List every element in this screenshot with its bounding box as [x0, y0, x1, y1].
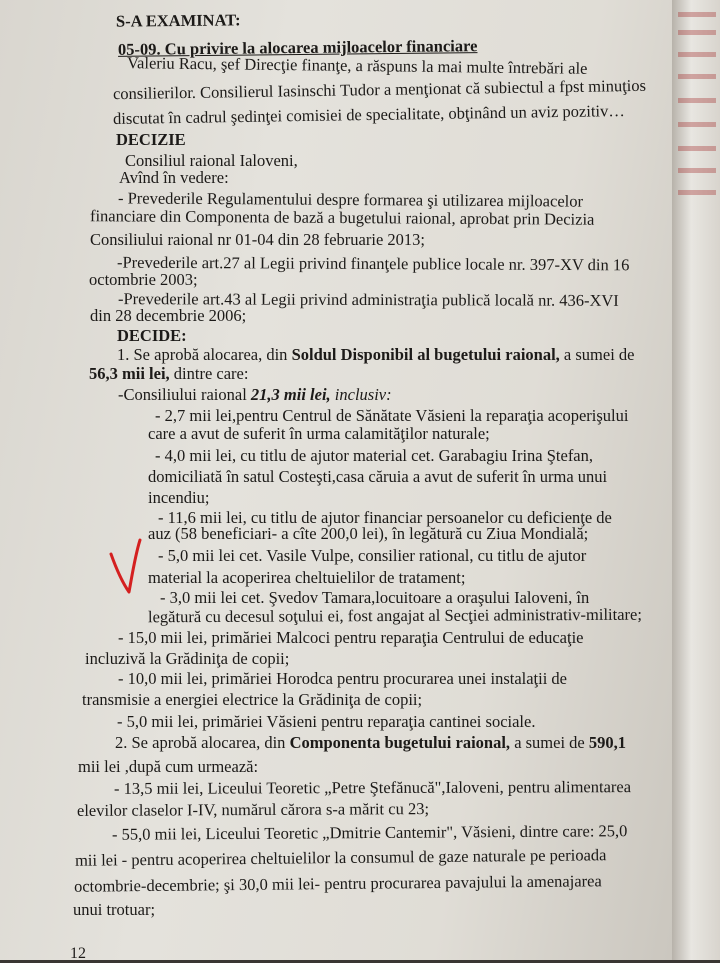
list-item: - 2,7 mii lei,pentru Centrul de Sănătate Văsieni la reparaţia acoperişului: [155, 406, 629, 425]
text-line: octombrie 2003;: [89, 270, 198, 289]
list-item: - 4,0 mii lei, cu titlu de ajutor material cet. Garabagiu Irina Ştefan,: [155, 446, 594, 465]
text-line: transmisie a energiei electrice la Grădiniţa de copii;: [82, 690, 423, 709]
underlying-page-edge: [672, 0, 720, 960]
text-line: - Prevederile Regulamentului despre formarea şi utilizarea mijloacelor: [117, 188, 584, 211]
text-line: legătură cu decesul soţului ei, fost angajat al Secţiei administrativ-militare;: [147, 604, 642, 627]
list-item: - 11,6 mii lei, cu titlu de ajutor financiar persoanelor cu deficienţe de: [158, 508, 612, 527]
text-run-bold: Componenta bugetului raional,: [289, 733, 511, 752]
text-run-italic: inclusiv:: [330, 385, 392, 404]
text-line: material la acoperirea cheltuielilor de tratament;: [148, 568, 466, 587]
text-run: a sumei de: [510, 733, 589, 752]
text-line: domiciliată în satul Costeşti,casa căruia a avut de suferit în urma unui: [148, 467, 608, 486]
text-line: care a avut de suferit în urma calamităţilor naturale;: [148, 424, 490, 443]
amount-bold-italic: 21,3 mii lei,: [250, 385, 331, 404]
text-line: -Prevederile art.43 al Legii privind administraţia publică locală nr. 436-XVI: [117, 289, 619, 310]
handwritten-checkmark-icon: [108, 538, 142, 596]
text-line: Avînd în vedere:: [119, 168, 229, 187]
decide-heading: DECIDE:: [117, 326, 187, 345]
text-line: financiare din Componenta de bază a bugetului raional, aprobat prin Decizia: [89, 206, 595, 229]
text-line: [115, 733, 626, 753]
text-line: elevilor claselor I-IV, numărul cărora s-a mărit cu 23;: [76, 799, 430, 820]
text-line: octombrie-decembrie; şi 30,0 mii lei- pentru procurarea pavajului la amenajarea: [73, 871, 602, 896]
text-line: Consiliului raional nr 01-04 din 28 februarie 2013;: [90, 230, 425, 249]
text-line: [117, 345, 634, 365]
text-line: incendiu;: [148, 488, 210, 507]
text-run: dintre care:: [169, 364, 249, 383]
text-run: 1. Se aprobă alocarea, din: [117, 345, 292, 364]
list-item: - 15,0 mii lei, primăriei Malcoci pentru reparaţia Centrului de educaţie: [118, 628, 584, 647]
section-heading: S-A EXAMINAT:: [115, 10, 241, 31]
text-run-bold: Soldul Disponibil al bugetului raional,: [291, 345, 560, 364]
text-line: discutat în cadrul şedinţei comisiei de specialitate, obţinând un aviz pozitiv…: [112, 100, 625, 129]
text-line: [89, 364, 248, 384]
text-line: [118, 385, 392, 405]
text-line: auz (58 beneficiari- a cîte 200,0 lei), în legătură cu Ziua Mondială;: [148, 524, 589, 543]
text-run: a sumei de: [559, 345, 635, 364]
text-line: mii lei ,după cum urmează:: [78, 757, 259, 776]
amount-bold: 56,3 mii lei,: [89, 364, 170, 383]
text-line: consilierilor. Consilierul Iasinschi Tudor a menţionat că subiectul a fpst minuţios: [112, 75, 647, 104]
list-item: - 55,0 mii lei, Liceului Teoretic „Dmitrie Cantemir", Văsieni, dintre care: 25,0: [111, 821, 628, 844]
list-item: - 10,0 mii lei, primăriei Horodca pentru procurarea unei instalaţii de: [118, 669, 568, 688]
list-item: - 3,0 mii lei cet. Şvedov Tamara,locuitoare a oraşului Ialoveni, în: [160, 588, 590, 607]
text-run: 2. Se aprobă alocarea, din: [115, 733, 290, 752]
text-line: din 28 decembrie 2006;: [90, 306, 247, 325]
text-line: mii lei - pentru acoperirea cheltuielilor la consumul de gaze naturale pe perioada: [74, 845, 607, 870]
text-line: Valeriu Racu, şef Direcţie finanţe, a răspuns la mai multe întrebări ale: [126, 53, 588, 78]
page-number: 12: [70, 945, 86, 962]
list-item: - 5,0 mii lei cet. Vasile Vulpe, consilier rational, cu titlu de ajutor: [158, 546, 587, 565]
text-line: incluzivă la Grădiniţa de copii;: [85, 649, 290, 668]
decision-heading: DECIZIE: [116, 130, 186, 149]
text-line: Consiliul raional Ialoveni,: [125, 151, 298, 170]
amount-bold: 590,1: [588, 733, 626, 752]
text-line: unui trotuar;: [73, 900, 156, 919]
agenda-item-title: 05-09. Cu privire la alocarea mijloacelor financiare: [117, 36, 478, 59]
text-line: -Prevederile art.27 al Legii privind finanţele publice locale nr. 397-XV din 16: [116, 252, 630, 275]
list-item: - 13,5 mii lei, Liceului Teoretic „Petre Ştefănucă",Ialoveni, pentru alimentarea: [113, 777, 632, 798]
text-run: -Consiliului raional: [118, 385, 251, 404]
list-item: - 5,0 mii lei, primăriei Văsieni pentru reparaţia cantinei sociale.: [117, 712, 536, 731]
